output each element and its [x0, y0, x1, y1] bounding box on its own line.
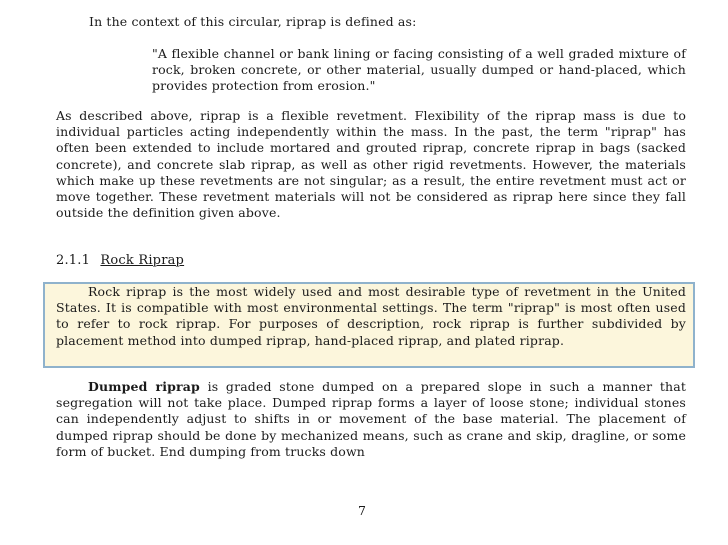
intro-sentence: In the context of this circular, riprap is defined as:: [89, 14, 417, 29]
rock-riprap-paragraph: [56, 284, 686, 349]
section-number: 2.1.1: [56, 253, 91, 268]
page-number: 7: [358, 503, 366, 518]
rock-riprap-text: Rock riprap is the most widely used and most desirable type of revetment in the United States. It is compatible with most environmental settings. The term "riprap" is most often used to refer to rock riprap. For purposes of description, rock riprap is further subdivided by placement method into dumped riprap, hand-placed riprap, and plated riprap.: [56, 284, 686, 348]
section-title: Rock Riprap: [100, 253, 185, 268]
section-heading: [56, 253, 184, 268]
riprap-definition-quote: "A flexible channel or bank lining or facing consisting of a well graded mixture of rock, broken concrete, or other material, usually dumped or hand-placed, which provides protection from erosion.": [152, 46, 686, 94]
flexibility-paragraph: As described above, riprap is a flexible revetment. Flexibility of the riprap mass is due to individual particles acting independently within the mass. In the past, the term "riprap" has often been extended to include mortared and grouted riprap, concrete riprap in bags (sacked concrete), and concrete slab riprap, as well as other rigid revetments. However, the materials which make up these revetments are not singular; as a result, the entire revetment must act or move together. These revetment materials will not be considered as riprap here since they fall outside the definition given above.: [56, 108, 686, 221]
dumped-riprap-text: is graded stone dumped on a prepared slope in such a manner that segregation will not take place. Dumped riprap forms a layer of loose stone; individual stones can independently adjust to shifts in or movement of the base material. The placement of dumped riprap should be done by mechanized means, such as crane and skip, dragline, or some form of bucket. End dumping from trucks down: [56, 379, 687, 459]
dumped-riprap-term: Dumped riprap: [88, 379, 200, 394]
dumped-riprap-paragraph: [56, 379, 686, 460]
